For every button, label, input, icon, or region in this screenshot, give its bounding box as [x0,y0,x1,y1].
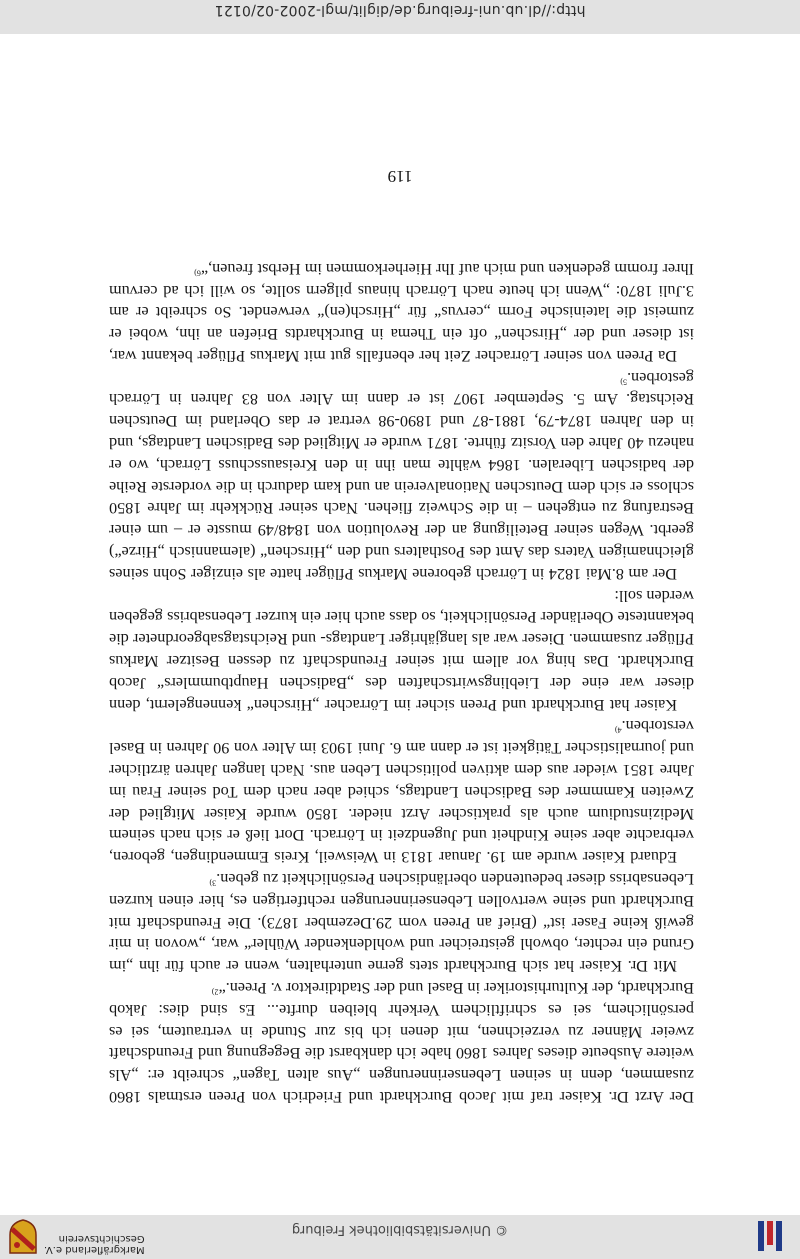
society-name [44,1233,145,1255]
footnote-mark: 3) [209,878,217,888]
paragraph-5: Der am 8.Mai 1824 in Lörrach geborene Markus Pflüger hatte als einziger Sohn seines gleichnamigen Vaters das Amt des Posthalters und den „Hirschen“ (alemannisch „Hirze“) geerbt. Wegen seiner Beteiligung an der Revolution von 1848/49 musste er – um einer Bestrafung zu entgehen – in die Schweiz fliehen. Nach seiner Rückkehr im Jahre 1850 schloss er sich dem Deutschen Nationalverein an und kam dadurch in die vorderste Reihe der badischen Liberalen. 1864 wählte man ihn in den Kreisausschuss Lörrach, wo er nahezu 40 Jahre den Vorsitz führte. 1871 wurde er Mitglied des Badischen Landtags, und in den Jahren 1874-79, 1881-87 und 1890-98 vertrat er das Oberland im Deutschen Reichstag. Am 5. September 1907 ist er dann im Alter von 83 Jahren in Lörrach gestorben.$^{5)}$ [109,368,694,583]
society-line-2: Geschichtsverein [58,1233,145,1244]
paragraph-1: Der Arzt Dr. Kaiser traf mit Jacob Burckhardt und Friedrich von Preen erstmals 1860 zusammen, denn in seinen Lebenserinnerungen „Aus alten Tagen“ schreibt er: „Als weitere Ausbeute dieses Jahres 1860 habe ich dankbarst die Begegnung und Freundschaft zweier Männer zu verzeichnen, mit denen ich bis zur Stunde in vertrautem, sei es persönlichem, sei es schriftlichem Verkehr bleiben durfte... Es sind dies: Jakob Burckhardt, der Kulturhistoriker in Basel und der Stadtdirektor v. Preen.“$^{2)}$ [109,979,694,1106]
page-number: 119 [387,167,413,186]
paragraph-2: Mit Dr. Kaiser hat sich Burckhardt stets gerne unterhalten, wenn er auch für ihn „im Grund ein rechter, obwohl geistreicher und wohldenkender Wühler“ war, „wovon in mir gewiß keine Faser ist“ (Brief an Preen vom 29.Dezember 1873). Die Freundschaft mit Burckhardt und seine wertvollen Lebenserinnerungen rechtfertigen es, hier einen kurzen Lebensabriss dieser bedeutenden oberländischen Persönlichkeit zu geben.$^{3)}$ [109,870,694,976]
header-copyright: © Universitätsbibliothek Freiburg [291,1222,509,1237]
header-bar [0,1215,800,1259]
source-url[interactable]: http://dl.ub.uni-freiburg.de/diglit/mgl-2002-02/0121 [214,2,586,18]
paragraph-6: Da Preen von seiner Lörracher Zeit her ebenfalls gut mit Markus Pflüger bekannt war, ist dieser und der „Hirschen“ oft ein Thema in Burckhardts Briefen an ihn, wobei er zumeist die lateinische Form „cervus“ für „Hirsch(en)“ verwendet. So schreibt er am 3.Juli 1870: „Wenn ich heute nach Lörrach hinaus pilgern sollte, so will ich ad cervum Ihrer fromm gedenken und mich auf Ihr Hierherkommen im Herbst freuen,“$^{6)}$ [109,259,694,365]
paragraph-4: Kaiser hat Burckhardt und Preen sicher im Lörracher „Hirschen“ kennengelernt, denn dieser war eine der Lieblingswirtschaften des „Badischen Hauptbummlers“ Jacob Burckhardt. Das hing vor allem mit seiner Freundschaft zu dessen Besitzer Markus Pflüger zusammen. Dieser war als langjähriger Landtags- und Reichstagsabgeordneter die bekannteste Oberländer Persönlichkeit, so dass auch hier ein kurzer Lebensabriss gegeben werden soll: [109,586,694,714]
footnote-mark: 4) [614,725,622,735]
footnote-mark: 6) [194,268,201,278]
society-line-1: Markgräflerland e.V. [44,1244,145,1255]
footnote-mark: 5) [620,377,628,387]
footnote-mark: 2) [211,987,219,997]
society-crest-icon [8,1219,38,1255]
paragraph-3: Eduard Kaiser wurde am 19. Januar 1813 in Weisweil, Kreis Emmendingen, geboren, verbrachte aber seine Kindheit und Jugendzeit in Lörrach. Dort ließ er sich nach seinem Medizinstudium auch als praktischer Arzt nieder. 1850 wurde Kaiser Mitglied der Zweiten Kammmer des Badischen Landtags, schied aber nach dem Tod seiner Frau im Jahre 1851 wieder aus dem aktiven politischen Leben aus. Nach langen Jahren ärztlicher und journalistischer Tätigkeit ist er dann am 6. Juni 1903 im Alter von 90 Jahren in Basel verstorben.$^{4)}$ [109,717,694,867]
footer-bar [0,0,800,34]
document-body [109,257,694,1107]
